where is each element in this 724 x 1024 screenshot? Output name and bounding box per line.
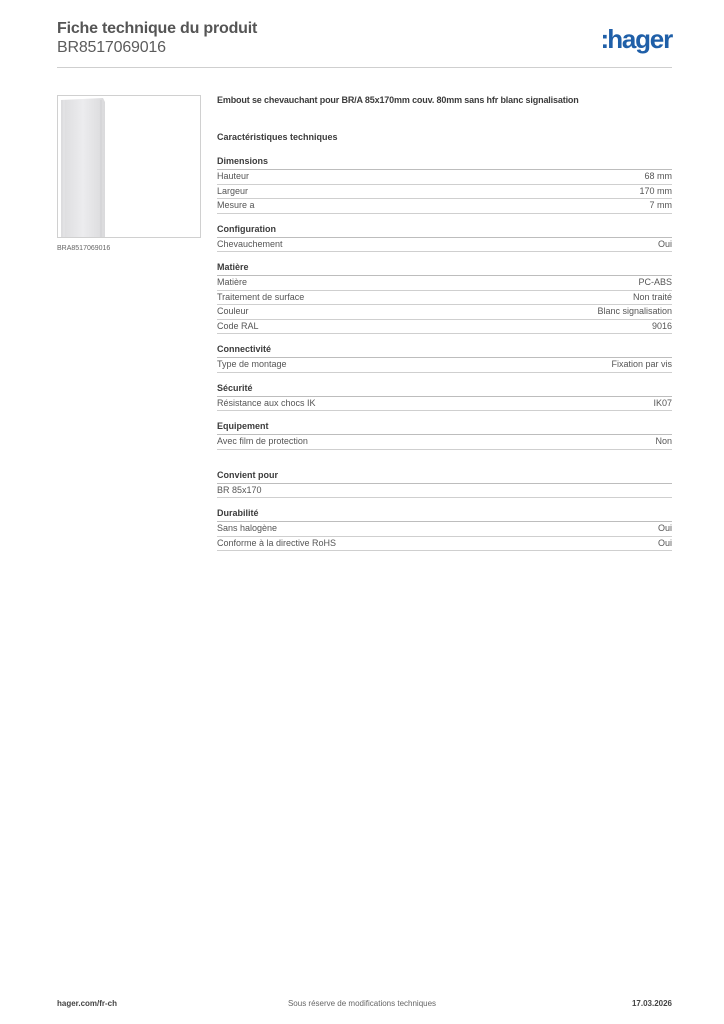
spec-value: Oui xyxy=(657,238,672,249)
product-end-cap-illustration xyxy=(58,96,200,237)
section-title: Connectivité xyxy=(217,344,672,358)
spec-value: PC-ABS xyxy=(638,277,672,287)
spec-value: 7 mm xyxy=(649,200,672,210)
spec-section xyxy=(217,262,672,334)
spec-section xyxy=(217,508,672,551)
footer-notice: Sous réserve de modifications techniques xyxy=(287,999,437,1008)
spec-label: Résistance aux chocs IK xyxy=(217,397,316,408)
spec-section xyxy=(217,470,672,499)
logo-colon-mark: : xyxy=(600,24,610,54)
spec-content xyxy=(217,95,672,561)
spec-section xyxy=(217,156,672,214)
spec-section xyxy=(217,383,672,412)
spec-label: BR 85x170 xyxy=(217,484,262,495)
spec-value: 9016 xyxy=(651,320,672,331)
spec-value: 68 mm xyxy=(644,171,672,181)
header-divider xyxy=(57,67,672,68)
spec-label: Conforme à la directive RoHS xyxy=(217,537,337,548)
spec-value: Non xyxy=(655,436,672,446)
spec-label: Sans halogène xyxy=(217,523,278,533)
spec-row xyxy=(217,291,672,306)
spec-value: Blanc signalisation xyxy=(597,306,672,316)
spec-row xyxy=(217,537,672,552)
spec-row xyxy=(217,522,672,537)
spec-value: Oui xyxy=(657,523,672,533)
spec-value: IK07 xyxy=(653,397,672,408)
spec-label: Largeur xyxy=(217,185,249,196)
spec-label: Type de montage xyxy=(217,359,287,369)
section-title: Sécurité xyxy=(217,383,672,397)
spec-section xyxy=(217,224,672,253)
spec-label: Code RAL xyxy=(217,320,259,331)
product-reference: BR8517069016 xyxy=(57,39,166,56)
section-title: Matière xyxy=(217,262,672,276)
spec-row xyxy=(217,276,672,291)
spec-row xyxy=(217,305,672,320)
spec-row xyxy=(217,185,672,200)
page-title: Fiche technique du produit xyxy=(57,20,258,37)
spec-label: Couleur xyxy=(217,306,249,316)
spec-sections xyxy=(217,156,672,551)
section-title: Configuration xyxy=(217,224,672,238)
spec-value: Oui xyxy=(657,537,672,548)
product-description: Embout se chevauchant pour BR/A 85x170mm couv. 80mm sans hfr blanc signalisation xyxy=(217,95,579,105)
section-title: Convient pour xyxy=(217,470,672,484)
section-title: Equipement xyxy=(217,421,672,435)
spec-label: Matière xyxy=(217,277,248,287)
spec-value: 170 mm xyxy=(639,185,672,196)
tech-characteristics-heading: Caractéristiques techniques xyxy=(217,132,338,142)
spec-row xyxy=(217,170,672,185)
hager-logo xyxy=(601,26,672,52)
spec-section xyxy=(217,421,672,450)
logo-text: hager xyxy=(607,24,672,54)
image-caption: BRA8517069016 xyxy=(57,245,111,252)
spec-row xyxy=(217,238,672,253)
section-title: Durabilité xyxy=(217,508,672,522)
footer-date: 17.03.2026 xyxy=(631,999,672,1008)
spec-label: Mesure a xyxy=(217,200,255,210)
footer-website: hager.com/fr-ch xyxy=(57,999,118,1008)
spec-row xyxy=(217,435,672,450)
product-image xyxy=(57,95,201,238)
spec-label: Avec film de protection xyxy=(217,436,308,446)
spec-value: Non traité xyxy=(632,291,672,302)
spec-row xyxy=(217,358,672,373)
spec-value: Fixation par vis xyxy=(611,359,672,369)
spec-row xyxy=(217,484,672,499)
spec-row xyxy=(217,199,672,214)
spec-label: Traitement de surface xyxy=(217,291,305,302)
spec-label: Hauteur xyxy=(217,171,250,181)
section-title: Dimensions xyxy=(217,156,672,170)
spec-section xyxy=(217,344,672,373)
spec-row xyxy=(217,397,672,412)
spec-label: Chevauchement xyxy=(217,238,283,249)
spec-row xyxy=(217,320,672,335)
